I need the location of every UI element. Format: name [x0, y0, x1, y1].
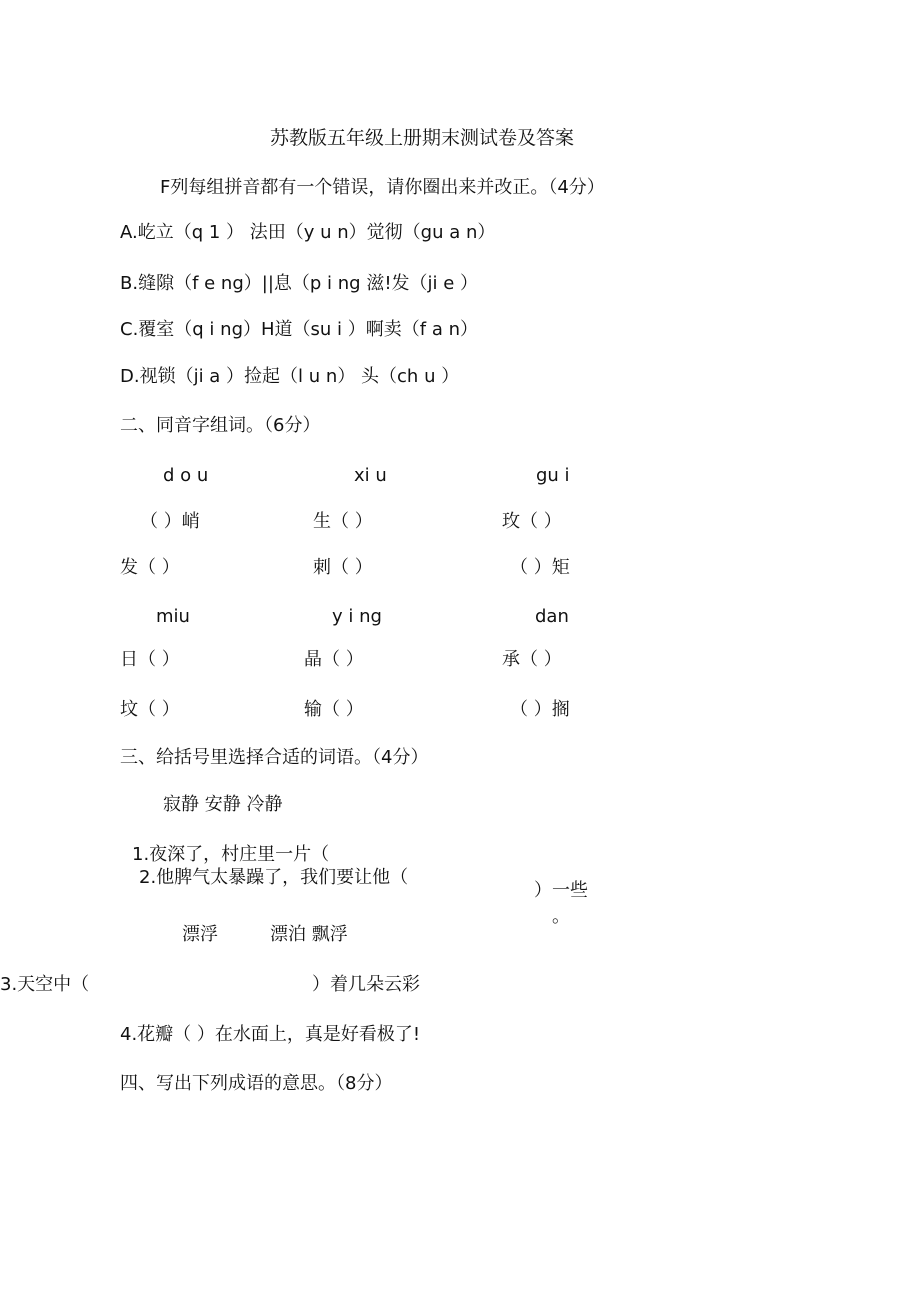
section3-heading: 三、给括号里选择合适的词语。（4分） [120, 747, 429, 768]
question-4: 4.花瓣（ ）在水面上，真是好看极了! [120, 1024, 421, 1045]
section1-item-c: C.覆室（q i ng）H道（su i ）啊卖（f a n） [120, 319, 478, 340]
question-2-end: ）一些 [534, 880, 588, 901]
section1-item-d: D.视锁（ji a ）捡起（l u n） 头（ch u ） [120, 366, 460, 387]
word-blank: （ ）峭 [140, 511, 200, 532]
word-choices-2a: 漂浮 [182, 924, 218, 945]
word-choices-1: 寂静 安静 冷静 [163, 794, 283, 815]
question-2-period: 。 [552, 906, 570, 927]
pinyin-dan: dan [535, 606, 569, 627]
word-blank: 晶（ ） [304, 649, 364, 670]
pinyin-ying: y i ng [332, 606, 382, 627]
word-blank: 日（ ） [120, 649, 180, 670]
word-choices-2b: 漂泊 飘浮 [270, 924, 348, 945]
pinyin-dou: d o u [163, 465, 209, 486]
pinyin-gui: gu i [536, 465, 570, 486]
question-3: 3.天空中（ [0, 974, 90, 995]
word-blank: 坟（ ） [120, 699, 180, 720]
section1-item-b: B.缝隙（f e ng）||息（p i ng 滋!发（ji e ） [120, 273, 479, 294]
section2-heading: 二、同音字组词。（6分） [120, 415, 321, 436]
pinyin-xiu: xi u [354, 465, 387, 486]
word-blank: （ ）搁 [510, 699, 570, 720]
question-3-end: ）着几朵云彩 [312, 974, 420, 995]
word-blank: 玫（ ） [502, 511, 562, 532]
word-blank: 承（ ） [502, 649, 562, 670]
pinyin-miu: miu [156, 606, 190, 627]
word-blank: 输（ ） [304, 699, 364, 720]
word-blank: 发（ ） [120, 557, 180, 578]
page-title: 苏教版五年级上册期末测试卷及答案 [270, 127, 575, 149]
question-1: 1.夜深了，村庄里一片（ [132, 844, 330, 865]
word-blank: （ ）矩 [510, 557, 570, 578]
section1-item-a: A.屹立（q 1 ） 法田（y u n）觉彻（gu a n） [120, 222, 496, 243]
section4-heading: 四、写出下列成语的意思。（8分） [120, 1073, 393, 1094]
section1-heading: F列每组拼音都有一个错误，请你圈出来并改正。（4分） [160, 177, 605, 198]
question-2: 2.他脾气太暴躁了，我们要让他（ [139, 867, 409, 888]
word-blank: 生（ ） [313, 511, 373, 532]
word-blank: 刺（ ） [313, 557, 373, 578]
